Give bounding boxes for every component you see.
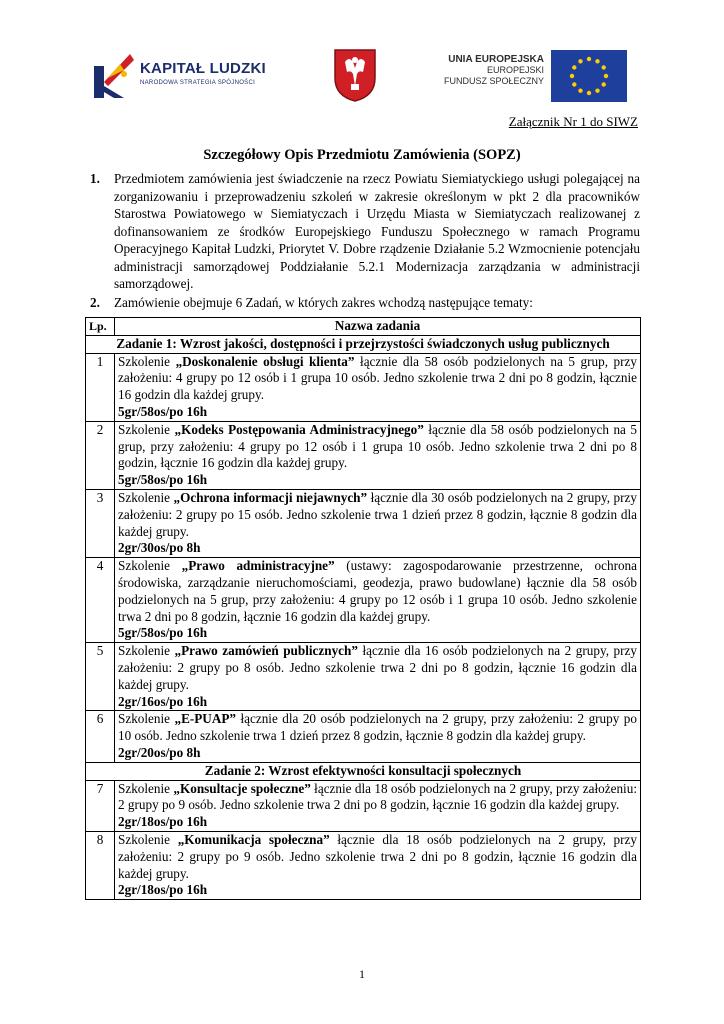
row-summary: 2gr/16os/po 16h (118, 693, 208, 709)
training-name: „Prawo zamówień publicznych” (174, 643, 358, 659)
header-lp: Lp. (86, 318, 115, 336)
paragraph-1 (90, 170, 640, 293)
row-description (115, 780, 641, 831)
row-number: 1 (86, 353, 115, 421)
table-row (86, 353, 641, 421)
training-name: „Konsultacje społeczne” (173, 780, 311, 796)
row-detail: łącznie dla 30 osób podzielonych na 2 grupy, przy założeniu: 2 grupy po 15 osób. Jedno szkolenie trwa 1 dzień przez 8 godzin, łącznie 8 godzin dla każdej grupy. (118, 489, 637, 539)
eu-line3: FUNDUSZ SPOŁECZNY (443, 76, 544, 86)
header-logos (0, 40, 724, 110)
row-number: 7 (86, 780, 115, 831)
section-row (86, 335, 641, 353)
kapital-ludzki-title: KAPITAŁ LUDZKI (140, 60, 266, 77)
eu-line2: EUROPEJSKI (486, 65, 544, 75)
eu-text-block (424, 54, 544, 87)
row-detail: łącznie dla 18 osób podzielonych na 2 grupy, przy założeniu: 2 grupy po 9 osób. Jedno szkolenie trwa 2 dni po 8 godzin, łącznie 16 godzin dla każdej grupy. (118, 831, 637, 881)
paragraph-number: 2. (90, 295, 100, 310)
row-description (115, 558, 641, 643)
row-number: 8 (86, 831, 115, 899)
row-prefix: Szkolenie (118, 831, 178, 847)
paragraph-text: Przedmiotem zamówienia jest świadczenie na rzecz Powiatu Siemiatyckiego usługi polegającej na zorganizowaniu i przeprowadzeniu szkoleń w zakresie określonym w pkt 2 dla pracowników Starostwa Powiatowego w Siemiatyczach i Urzędu Miasta w Siemiatyczach realizowanej z dofinansowaniem ze środków Europejskiego Funduszu Społecznego w ramach Programu Operacyjnego Kapitał Ludzki, Priorytet V. Dobre rządzenie Działanie 5.2 Wzmocnienie potencjału administracji samorządowej Poddziałanie 5.2.1 Modernizacja zarządzania w administracji samorządowej. (114, 171, 640, 291)
table-row (86, 558, 641, 643)
row-description (115, 643, 641, 711)
training-name: „Prawo administracyjne” (181, 558, 335, 574)
row-summary: 5gr/58os/po 16h (118, 403, 208, 419)
kapital-ludzki-logo (94, 50, 274, 102)
section-title: Zadanie 2: Wzrost efektywności konsultacji społecznych (86, 762, 641, 780)
kapital-ludzki-mark-icon (94, 52, 134, 98)
training-name: „Kodeks Postępowania Administracyjnego” (174, 421, 424, 437)
row-description (115, 421, 641, 489)
row-number: 4 (86, 558, 115, 643)
row-description (115, 353, 641, 421)
table-row (86, 711, 641, 762)
table-row (86, 780, 641, 831)
row-detail: łącznie dla 20 osób podzielonych na 2 grupy, przy założeniu: 2 grupy po 10 osób. Jedno szkolenie trwa 1 dzień przez 8 godzin, łącznie 8 godzin dla każdej grupy. (118, 711, 637, 744)
row-description (115, 489, 641, 557)
section-title: Zadanie 1: Wzrost jakości, dostępności i przejrzystości świadczonych usług publicznych (86, 335, 641, 353)
document-title: Szczegółowy Opis Przedmiotu Zamówienia (SOPZ) (203, 147, 521, 163)
powiat-crest-icon (333, 48, 377, 102)
row-detail: (ustawy: zagospodarowanie przestrzenne, ochrona środowiska, zarządzanie nieruchomościami, geodezja, prawo budowlane) łącznie dla 58 osób podzielonych na 5 grup, przy założeniu: 4 grupy po 12 osób i 1 grupa 10 osób. Jedno szkolenie trwa 2 dni po 8 godzin, łącznie 16 godzin dla każdej grupy. (118, 558, 637, 624)
header-task-name: Nazwa zadania (115, 318, 641, 336)
row-summary: 2gr/30os/po 8h (118, 540, 201, 556)
row-detail: łącznie dla 18 osób podzielonych na 2 grupy, przy założeniu: 2 grupy po 9 osób. Jedno szkolenie trwa 2 dni po 8 godzin, łącznie 16 godzin dla każdej grupy. (118, 780, 637, 813)
row-summary: 2gr/20os/po 8h (118, 744, 201, 760)
row-summary: 2gr/18os/po 16h (118, 814, 208, 830)
row-detail: łącznie dla 58 osób podzielonych na 5 grup, przy założeniu: 4 grupy po 12 osób i 1 grupa 10 osób. Jedno szkolenie trwa 2 dni po 8 godzin, łącznie 16 godzin dla każdej grupy. (118, 421, 637, 471)
table-row (86, 489, 641, 557)
table-row (86, 421, 641, 489)
row-prefix: Szkolenie (118, 489, 174, 505)
row-number: 3 (86, 489, 115, 557)
eu-flag-icon (551, 50, 627, 102)
row-number: 6 (86, 711, 115, 762)
tasks-table (85, 317, 641, 900)
table-row (86, 831, 641, 899)
row-number: 5 (86, 643, 115, 711)
training-name: „E-PUAP” (174, 711, 237, 727)
eu-line1: UNIA EUROPEJSKA (448, 54, 544, 65)
annex-label: Załącznik Nr 1 do SIWZ (508, 114, 638, 129)
row-prefix: Szkolenie (118, 421, 175, 437)
paragraph-number: 1. (90, 171, 100, 186)
table-header-row (86, 318, 641, 336)
row-description (115, 711, 641, 762)
training-name: „Ochrona informacji niejawnych” (173, 489, 368, 505)
row-detail: łącznie dla 16 osób podzielonych na 2 grupy, przy założeniu: 2 grupy po 8 osób. Jedno szkolenie trwa 2 dni po 8 godzin, łącznie 16 godzin dla każdej grupy. (118, 643, 637, 692)
page-number: 1 (359, 967, 365, 981)
row-prefix: Szkolenie (118, 353, 176, 369)
row-prefix: Szkolenie (118, 558, 182, 574)
paragraph-2 (90, 294, 640, 312)
row-prefix: Szkolenie (118, 780, 174, 796)
kapital-ludzki-subtitle: NARODOWA STRATEGIA SPÓJNOŚCI (140, 80, 256, 86)
table-row (86, 643, 641, 711)
row-description (115, 831, 641, 899)
row-summary: 2gr/18os/po 16h (118, 882, 208, 898)
section-row (86, 762, 641, 780)
row-number: 2 (86, 421, 115, 489)
row-detail: łącznie dla 58 osób podzielonych na 5 grup, przy założeniu: 4 grupy po 12 osób i 1 grupa 10 osób. Jedno szkolenie trwa 2 dni po 8 godzin, łącznie 16 godzin dla każdej grupy. (118, 353, 637, 403)
training-name: „Komunikacja społeczna” (177, 831, 330, 847)
training-name: „Doskonalenie obsługi klienta” (175, 353, 355, 369)
row-summary: 5gr/58os/po 16h (118, 625, 208, 641)
row-summary: 5gr/58os/po 16h (118, 472, 208, 488)
paragraph-text: Zamówienie obejmuje 6 Zadań, w których zakres wchodzą następujące tematy: (114, 295, 533, 310)
row-prefix: Szkolenie (118, 711, 175, 727)
row-prefix: Szkolenie (118, 643, 175, 659)
